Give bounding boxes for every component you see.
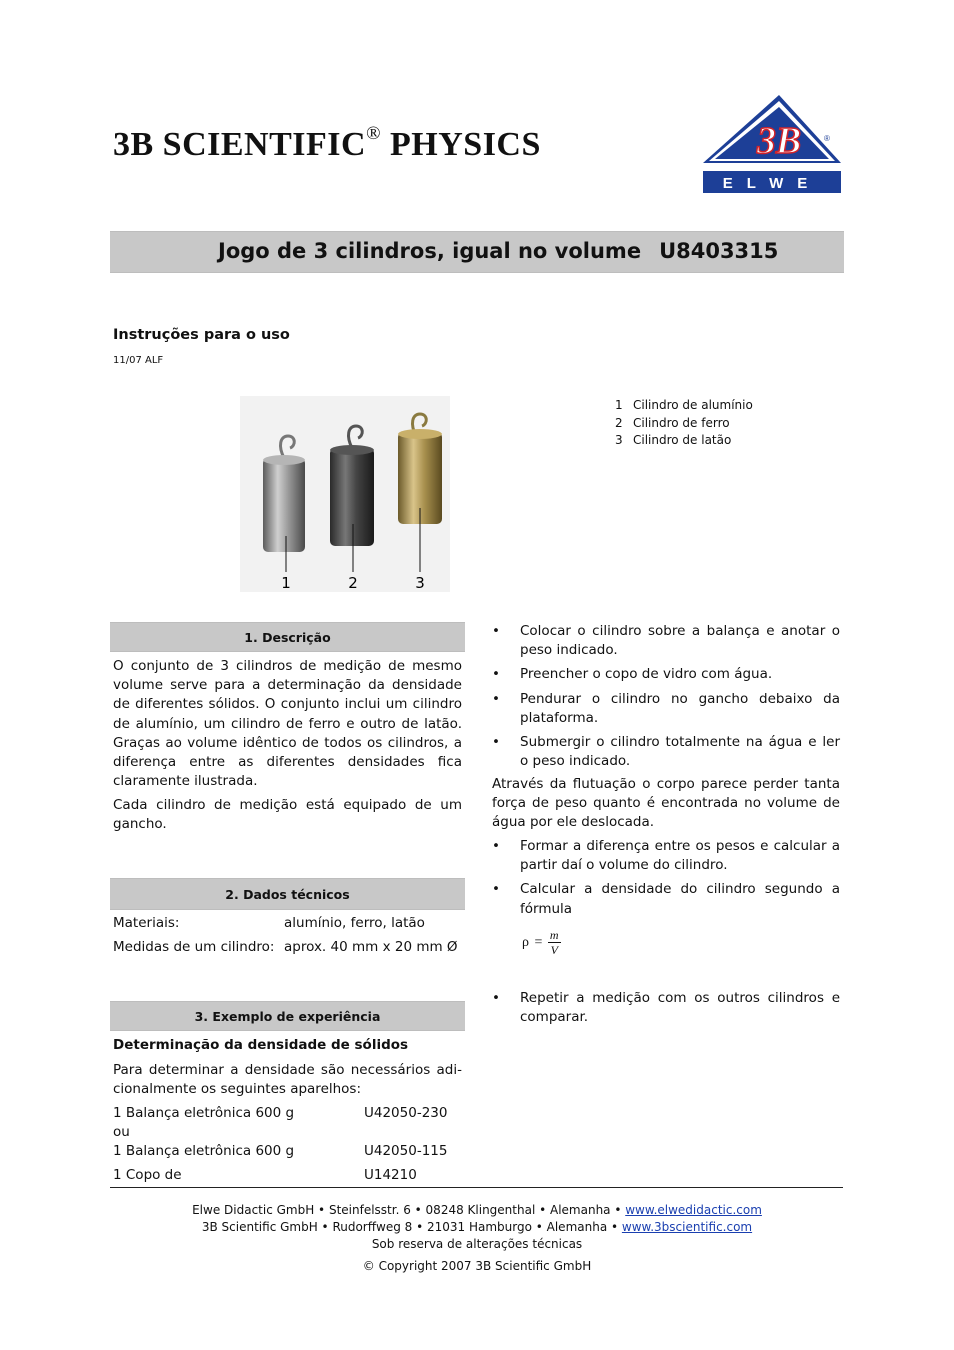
elwe-website-link[interactable]: www.elwedidactic.com [625, 1203, 762, 1217]
equipment-name: 1 Copo de [113, 1167, 182, 1183]
brand-title: 3B SCIENTIFIC® PHYSICS [113, 122, 541, 163]
equipment-name: 1 Balança eletrônica 600 g [113, 1105, 295, 1121]
tech-value: aprox. 40 mm x 20 mm Ø [284, 939, 458, 955]
3b-elwe-logo [703, 95, 841, 194]
section-heading-experiment: 3. Exemplo de experiência [110, 1001, 465, 1031]
footer-disclaimer: Sob reserva de alterações técnicas [371, 1237, 583, 1251]
procedure-list-3 [492, 989, 840, 1032]
cylinders-photo [240, 396, 450, 592]
buoyancy-paragraph: Através da flutuação o corpo parece perder tanta força de peso quanto é encontrada no volume de água por ele deslocada. [492, 776, 840, 831]
equipment-code: U42050-230 [364, 1105, 448, 1121]
revision-date: 11/07 ALF [113, 355, 164, 366]
figure-legend [615, 397, 753, 450]
aluminium-cylinder [263, 458, 305, 552]
tech-label: Medidas de um cilindro: [113, 939, 275, 955]
tech-value: alumínio, ferro, latão [284, 915, 425, 931]
figure-label: 3 [415, 574, 425, 592]
procedure-list-2 [492, 837, 840, 924]
equipment-code: U14210 [364, 1167, 417, 1183]
procedure-step: • Colocar o cilindro sobre a balança e anotar o peso indicado. [492, 623, 840, 659]
figure-label: 2 [348, 574, 358, 592]
procedure-step: • Submergir o cilindro totalmente na água e ler o peso indicado. [492, 734, 840, 770]
equipment-or: ou [113, 1124, 130, 1140]
footer-divider [110, 1187, 843, 1188]
description-text: O conjunto de 3 cilindros de medição de mesmo volume serve para a determinação da densidade de diferentes sólidos. O conjunto inclui um cilindro de alumínio, um cilindro de ferro e outro de latão. Graças ao volume idêntico de todos os cilindros, a diferença entre as diferentes densidades fica claramente ilustrada. [113, 658, 462, 790]
footer-address-elwe: Elwe Didactic GmbH • Steinfelsstr. 6 • 08248 Klingenthal • Alemanha • www.elwedidactic.com [192, 1203, 762, 1217]
footer-address-3b: 3B Scientific GmbH • Rudorffweg 8 • 21031 Hamburgo • Alemanha • www.3bscientific.com [201, 1220, 753, 1234]
experiment-intro: Para determinar a densidade são necessários adi-cionalmente os seguintes aparelhos: [113, 1062, 462, 1098]
procedure-step: • Calcular a densidade do cilindro segundo a fórmula [492, 881, 840, 917]
procedure-step: • Repetir a medição com os outros cilindros e comparar. [492, 990, 840, 1026]
section-heading-description: 1. Descrição [110, 622, 465, 652]
procedure-step: • Preencher o copo de vidro com água. [492, 666, 773, 683]
3b-website-link[interactable]: www.3bscientific.com [621, 1220, 753, 1234]
legend-item: 2 Cilindro de ferro [615, 415, 730, 430]
description-hook-text: Cada cilindro de medição está equipado de um gancho. [113, 797, 462, 833]
procedure-step: • Formar a diferença entre os pesos e calcular a partir daí o volume do cilindro. [492, 838, 840, 874]
tech-label: Materiais: [113, 915, 180, 931]
product-code: U8403315 [659, 239, 779, 263]
footer-copyright: © Copyright 2007 3B Scientific GmbH [362, 1259, 592, 1273]
iron-cylinder [330, 448, 374, 546]
svg-text:ELWE: ELWE [722, 175, 822, 192]
equipment-code: U42050-115 [364, 1143, 448, 1159]
legend-item: 3 Cilindro de latão [615, 433, 732, 447]
document-title: Jogo de 3 cilindros, igual no volume U8403315 [218, 239, 779, 263]
equipment-name: 1 Balança eletrônica 600 g [113, 1143, 295, 1159]
svg-text:®: ® [824, 134, 830, 143]
procedure-list-1 [492, 622, 840, 776]
density-formula: ρ = $\frac{m}{V}$ [522, 928, 559, 957]
experiment-subheading: Determinação da densidade de sólidos [113, 1037, 409, 1053]
procedure-step: • Pendurar o cilindro no gancho debaixo da plataforma. [492, 690, 840, 726]
instructions-heading: Instruções para o uso [113, 327, 290, 343]
figure-label: 1 [281, 574, 291, 592]
legend-item: 1 Cilindro de alumínio [615, 398, 753, 412]
svg-text:3B: 3B [756, 120, 802, 162]
section-heading-technical-data: 2. Dados técnicos [110, 878, 465, 910]
